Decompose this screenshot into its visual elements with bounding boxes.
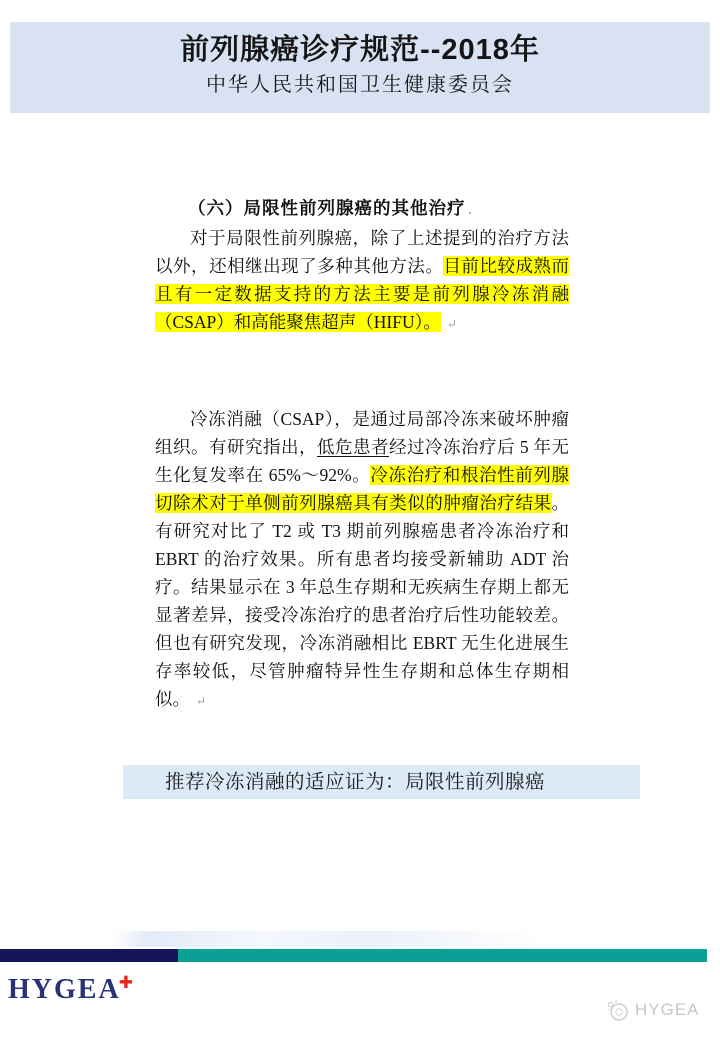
footer-ghost-reflection [109,931,544,947]
document-body [155,194,569,715]
watermark [606,998,700,1022]
paragraph [155,405,569,715]
paragraph-mark: ↵ [443,317,457,331]
footer-bar-navy [0,949,178,962]
section-heading-text: （六）局限性前列腺癌的其他治疗 [188,198,466,218]
paragraph [155,224,569,338]
body-text: 对于局限性前列腺癌，除了上述提到的治疗方法以外，还相继出现了多种其他方法。 [155,228,569,276]
page-subtitle: 中华人民共和国卫生健康委员会 [206,74,514,96]
watermark-text: HYGEA [635,1000,700,1019]
body-text: 经过冷冻治疗后 5 年无生化复发率在 65%～92%。 [155,437,569,485]
hygea-logo-text: HYGEA [8,974,121,1005]
body-text: 。有研究对比了 T2 或 T3 期前列腺癌患者冷冻治疗和 EBRT 的治疗效果。所有患者均接受新辅助 ADT 治疗。结果显示在 3 年总生存期和无疾病生存期上都无显著差异，接受冷冻治疗的患者治疗后性功能较差。但也有研究发现，冷冻消融相比 EBRT 无生化进展生存率较低，尽管肿瘤特异性生存期和总体生存期相似。 [155,493,569,709]
paragraph-mark: . [468,203,473,217]
highlighted-text: 冷冻治疗和根治性前列腺切除术对于单侧前列腺癌具有类似的肿瘤治疗结果 [155,465,570,513]
paragraph-mark: ↵ [193,694,207,708]
watermark-logo-icon [606,998,630,1022]
title-banner [10,22,710,113]
recommendation-text: 推荐冷冻消融的适应证为：局限性前列腺癌 [165,771,546,793]
recommendation-banner [123,765,640,799]
underlined-text: 低危患者 [317,437,389,457]
footer-bar-teal [178,949,707,962]
page-title: 前列腺癌诊疗规范--2018年 [180,34,540,66]
red-cross-icon: ✚ [118,973,135,993]
highlighted-text: 目前比较成熟而且有一定数据支持的方法主要是前列腺冷冻消融（CSAP）和高能聚焦超声（HIFU）。 [155,256,570,332]
body-text: 冷冻消融（CSAP），是通过局部冷冻来破坏肿瘤组织。有研究指出， [155,409,569,457]
hygea-logo [8,974,137,1009]
section-heading [155,194,569,224]
